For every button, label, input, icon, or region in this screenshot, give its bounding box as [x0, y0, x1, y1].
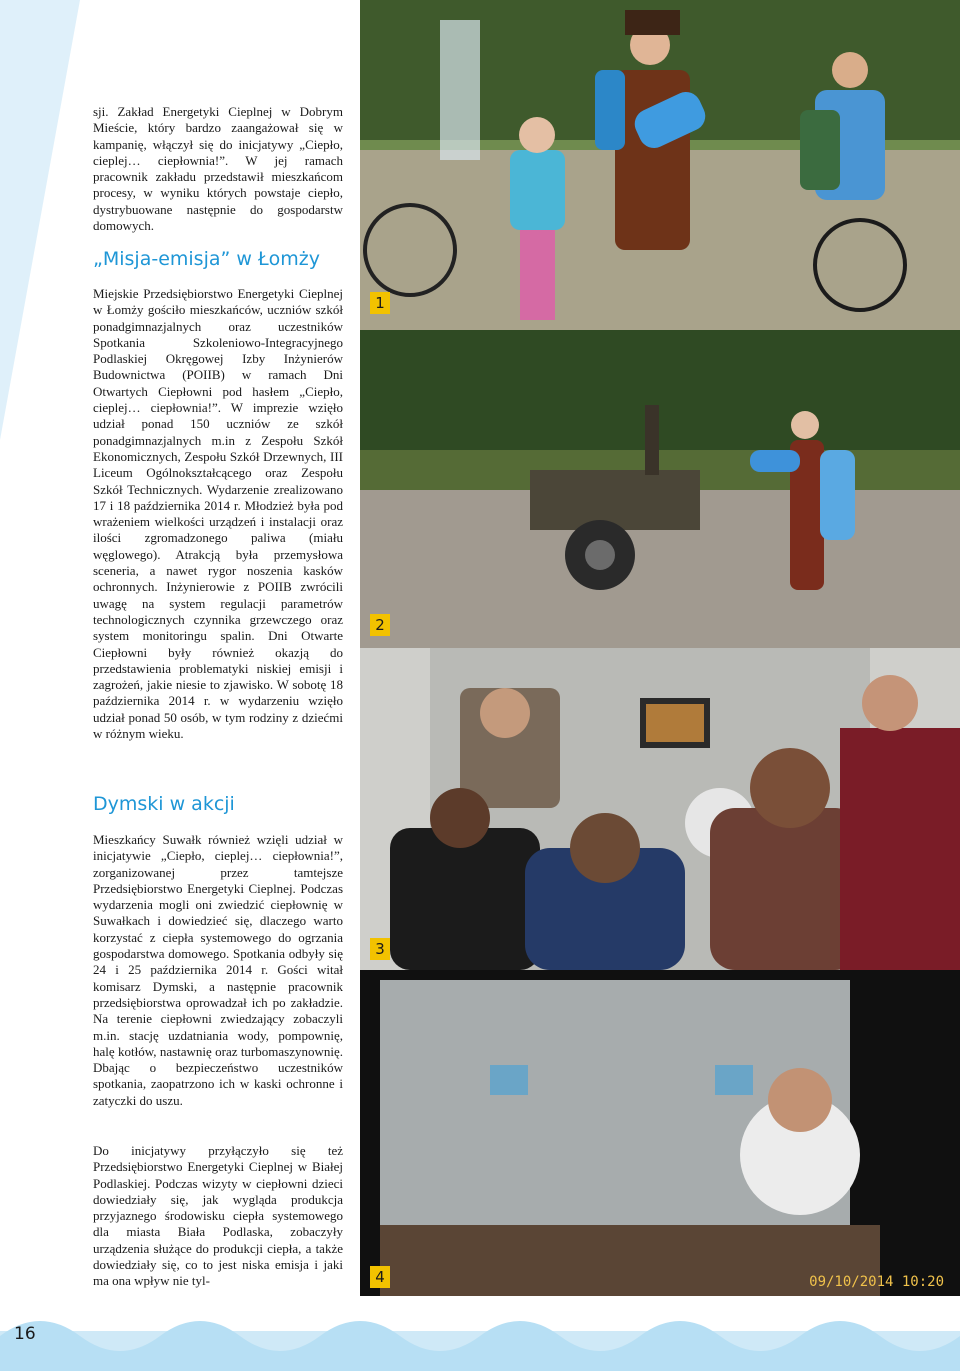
photo-control-room-visitors	[360, 648, 960, 970]
grass-decoration	[0, 1296, 960, 1371]
photo-number-2: 2	[370, 614, 390, 636]
photo-timestamp: 09/10/2014 10:20	[809, 1274, 944, 1290]
suwalki-paragraph: Mieszkańcy Suwałk również wzięli udział w inicjatywie „Ciepło, cieplej… ciepłownia!”, zorganizowanej przez tamtejsze Przedsiębiorstwo Energetyki Cieplnej. Podczas wydarzenia mogli oni zwiedzić ciepłownię w Suwałkach i dowiedzieć się, dlaczego warto korzystać z ciepła systemowego do ogrzania gospodarstwa domowego. Spotkania odbyły się 24 i 25 października 2014 r. Gości witał komisarz Dymski, a następnie pracownik przedsiębiorstwa oprowadzał ich po zakładzie. Na terenie ciepłowni zwiedzający zobaczyli m.in. stację uzdatniania wody, pompownię, halę kotłów, nastawnię oraz turbomaszynownię. Dbając o bezpieczeństwo uczestników spotkania, zaopatrzono ich w kaski ochronne i zatyczki do uszu.	[93, 832, 343, 1108]
section-heading-lomza: „Misja-emisja” w Łomży	[93, 248, 320, 270]
photo-field-kitchen	[360, 330, 960, 648]
biala-podlaska-paragraph: Do inicjatywy przyłączyło się też Przedsiębiorstwo Energetyki Cieplnej w Białej Podlaskiej. Podczas wizyty w ciepłowni dzieci dowiedziały się, jak wygląda produkcja przyjaznego środowisku ciepła systemowego dla miasta Biała Podlaska, zobaczyły urządzenia służące do produkcji ciepła, a także dowiedziały się, co to jest niska emisja i jaki ma ona wpływ nie tyl-	[93, 1143, 343, 1289]
left-blue-decoration	[0, 0, 80, 1371]
photo-number-1: 1	[370, 292, 390, 314]
lomza-paragraph: Miejskie Przedsiębiorstwo Energetyki Cieplnej w Łomży gościło mieszkańców, uczniów szkół ponadgimnazjalnych oraz uczestników Spotkania Szkoleniowo-Integracyjnego Podlaskiej Okręgowej Izby Inżynierów Budownictwa (POIIB) w ramach Dni Otwartych Ciepłowni pod hasłem „Ciepło, cieplej… ciepłownia!”. W imprezie wzięło udział ponad 150 uczniów ze szkół ponadgimnazjalnych m.in z Zespołu Szkół Ekonomicznych, Zespołu Szkół Drzewnych, III Liceum Ogólnokształcącego oraz Zespołu Szkół Technicznych. Wydarzenie zrealizowano 17 i 18 października 2014 r. Młodzież była pod wrażeniem wielkości urządzeń i instalacji oraz ilości zgromadzonego paliwa (miału węglowego). Atrakcją była przemysłowa sceneria, a nawet rygor noszenia kasków ochronnych. Inżynierowie z POIIB zwrócili uwagę na system regulacji parametrów technologicznych czynnika grzewczego oraz system monitoringu spalin. Dni Otwarte Ciepłowni były również okazją do przedstawienia problematyki niskiej emisji i zagrożeń, jakie niesie to zjawisko. W sobotę 18 października 2014 r. w wydarzeniu wzięło udział ponad 50 osób, w tym rodziny z dziećmi w różnym wieku.	[93, 286, 343, 742]
section-heading-suwalki: Dymski w akcji	[93, 793, 235, 815]
photo-number-4: 4	[370, 1266, 390, 1288]
photo-park-children	[360, 0, 960, 330]
intro-paragraph: sji. Zakład Energetyki Cieplnej w Dobrym Mieście, który bardzo zaangażował się w kampanię, włączył się do inicjatywy „Ciepło, cieplej… ciepłownia!”. W jej ramach pracownik zakładu przedstawił mieszkańcom procesy, w wyniku których powstaje ciepło, dystrybuowane następnie do gospodarstw domowych.	[93, 104, 343, 234]
photo-control-panel-presenter	[360, 970, 960, 1296]
photo-number-3: 3	[370, 938, 390, 960]
page-number: 16	[14, 1324, 36, 1344]
